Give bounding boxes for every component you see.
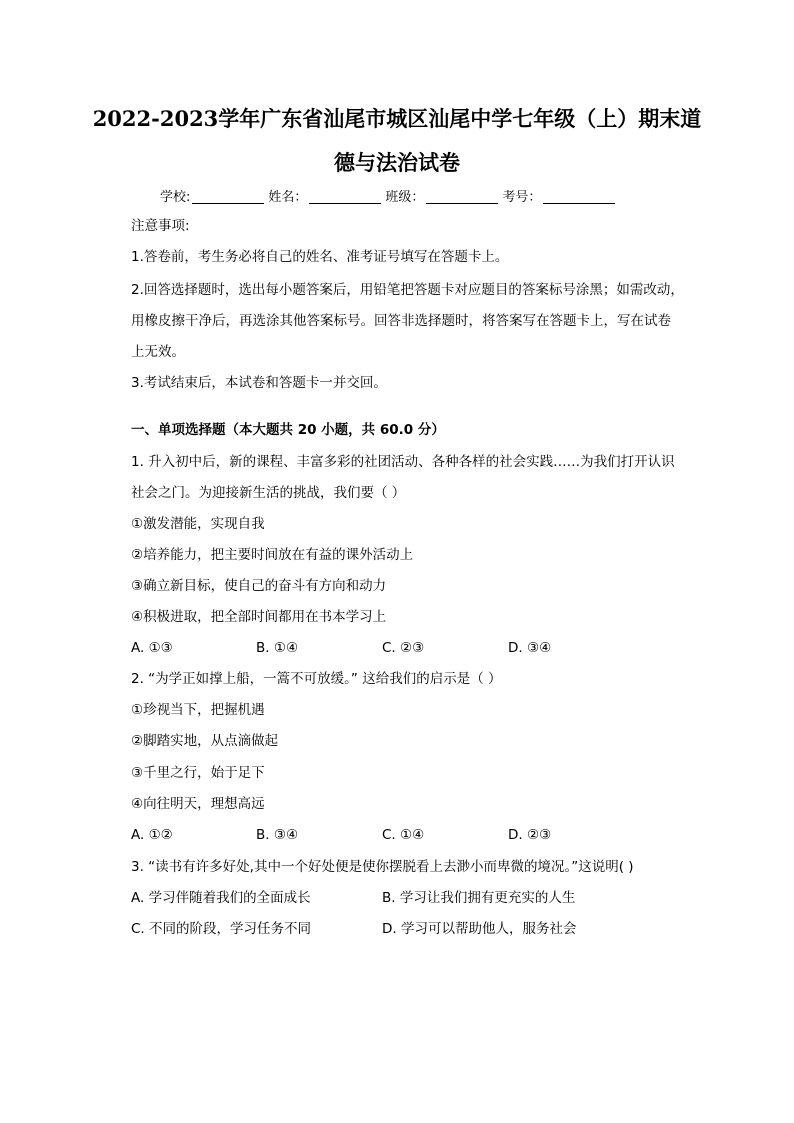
q2-stem: 2. “为学正如撑上船，一篙不可放缓。” 这给我们的启示是（ ）: [131, 671, 502, 687]
notice-item-2-line3: 上无效。: [131, 344, 185, 360]
q2-statement-2: ②脚踏实地，从点滴做起: [131, 733, 279, 749]
q2-statement-4: ④向往明天，理想高远: [131, 796, 265, 812]
q2-option-b: B. ③④: [256, 827, 299, 843]
q3-option-b: B. 学习让我们拥有更充实的人生: [382, 890, 576, 906]
q2-option-a: A. ①②: [131, 827, 173, 843]
q2-option-c: C. ①④: [382, 827, 425, 843]
q1-stem-line2: 社会之门。为迎接新生活的挑战，我们要（ ）: [131, 485, 406, 501]
class-blank: [426, 189, 498, 204]
notice-item-2-line2: 用橡皮擦干净后，再选涂其他答案标号。回答非选择题时，将答案写在答题卡上，写在试卷: [131, 313, 671, 329]
q1-statement-2: ②培养能力，把主要时间放在有益的课外活动上: [131, 547, 414, 563]
q1-statement-4: ④积极进取，把全部时间都用在书本学习上: [131, 609, 387, 625]
section-heading: 一、单项选择题（本大题共 20 小题，共 60.0 分）: [131, 422, 445, 438]
q3-option-c: C. 不同的阶段，学习任务不同: [131, 921, 312, 937]
exam-no-label: 考号：: [502, 190, 542, 205]
q2-option-d: D. ②③: [508, 827, 552, 843]
q3-option-d: D. 学习可以帮助他人，服务社会: [382, 921, 577, 937]
exam-no-blank: [543, 189, 615, 204]
notice-item-2-line1: 2.回答选择题时，选出每小题答案后，用铅笔把答题卡对应题目的答案标号涂黑；如需改动，: [131, 282, 684, 298]
q1-option-d: D. ③④: [508, 640, 552, 656]
school-label: 学校:: [160, 190, 191, 205]
notice-item-1: 1.答卷前，考生务必将自己的姓名、准考证号填写在答题卡上。: [131, 249, 509, 265]
name-blank: [309, 189, 381, 204]
student-info-row: [160, 186, 660, 205]
exam-title-line2: 德与法治试卷: [334, 150, 460, 175]
q1-statement-3: ③确立新目标，使自己的奋斗有方向和动力: [131, 578, 387, 594]
q1-option-a: A. ①③: [131, 640, 173, 656]
q1-stem-line1: 1. 升入初中后，新的课程、丰富多彩的社团活动、各种各样的社会实践……为我们打开认识: [131, 454, 675, 470]
q2-statement-1: ①珍视当下，把握机遇: [131, 702, 265, 718]
name-label: 姓名：: [268, 190, 308, 205]
class-label: 班级：: [385, 190, 425, 205]
exam-title-line1: 2022-2023学年广东省汕尾市城区汕尾中学七年级（上）期末道: [92, 106, 702, 131]
q1-statement-1: ①激发潜能，实现自我: [131, 516, 265, 532]
q2-statement-3: ③千里之行，始于足下: [131, 765, 265, 781]
notice-item-3: 3.考试结束后，本试卷和答题卡一并交回。: [131, 375, 387, 391]
q3-stem: 3. “读书有许多好处,其中一个好处便是使你摆脱看上去渺小而卑微的境况。”这说明( ): [131, 859, 634, 875]
q1-option-c: C. ②③: [382, 640, 425, 656]
q1-option-b: B. ①④: [256, 640, 299, 656]
school-blank: [192, 189, 264, 204]
q3-option-a: A. 学习伴随着我们的全面成长: [131, 890, 311, 906]
notice-heading: 注意事项:: [131, 218, 190, 234]
